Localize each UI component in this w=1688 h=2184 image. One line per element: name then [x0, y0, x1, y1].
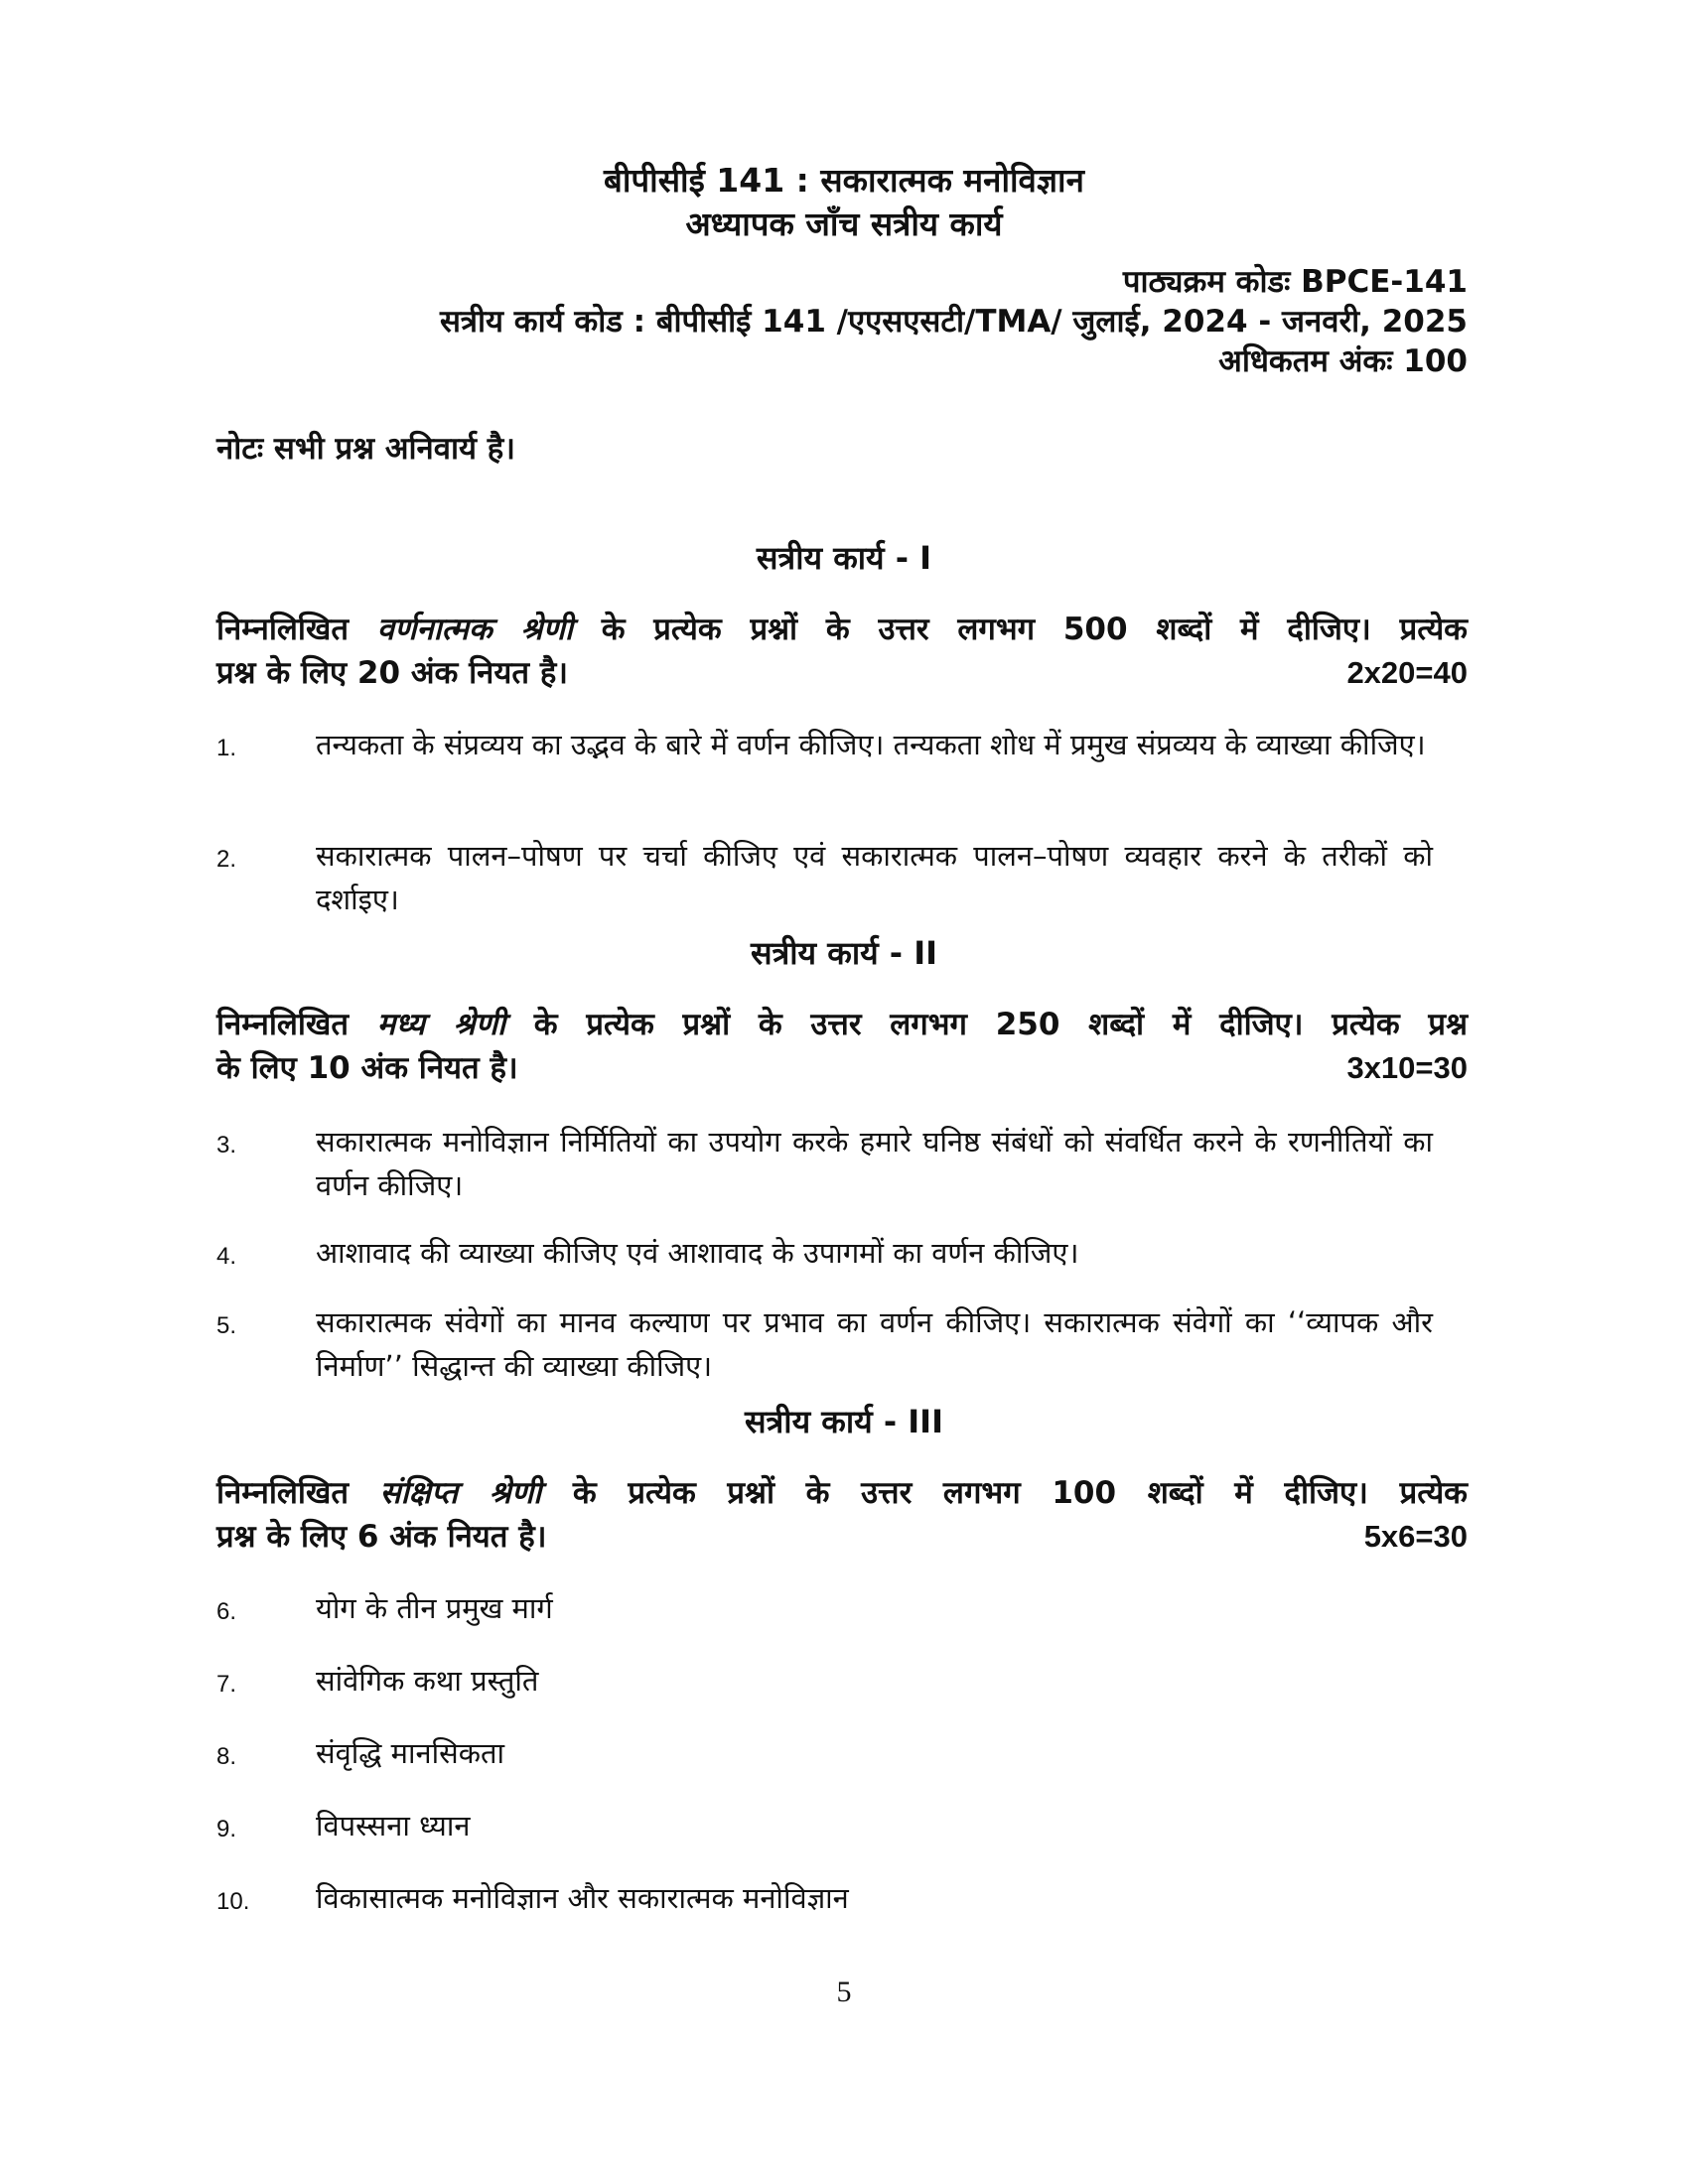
question-text: विपस्सना ध्यान — [316, 1809, 471, 1843]
question-number: 4. — [216, 1243, 237, 1270]
question-item — [216, 1659, 1433, 1703]
question-text: सकारात्मक मनोविज्ञान निर्मितियों का उपयोग करके हमारे घनिष्ठ संबंधों को संवर्धित करने के रणनीतियों का वर्णन कीजिए। — [316, 1125, 1433, 1202]
section-heading-1: सत्रीय कार्य - I — [756, 539, 932, 577]
instr-line2: प्रश्न के लिए 6 अंक नियत है। — [216, 1519, 547, 1555]
instr-pre: निम्नलिखित — [216, 1475, 380, 1511]
question-text: सकारात्मक पालन–पोषण पर चर्चा कीजिए एवं सकारात्मक पालन–पोषण व्यवहार करने के तरीकों को दर्शाइए। — [316, 839, 1433, 916]
question-text: सकारात्मक संवेगों का मानव कल्याण पर प्रभाव का वर्णन कीजिए। सकारात्मक संवेगों का ‘‘व्यापक और निर्माण’’ सिद्धान्त की व्याख्या कीजिए। — [316, 1305, 1433, 1383]
note: नोटः सभी प्रश्न अनिवार्य है। — [216, 431, 515, 467]
question-item — [216, 1804, 1433, 1847]
section-instructions-3 — [216, 1471, 1468, 1559]
section-instructions-1 — [216, 608, 1468, 695]
instr-line2: के लिए 10 अंक नियत है। — [216, 1050, 518, 1086]
instr-post: के प्रत्येक प्रश्नों के उत्तर लगभग 250 शब्दों में दीजिए। प्रत्येक प्रश्न — [505, 1007, 1468, 1042]
section-marks: 3x10=30 — [1346, 1050, 1468, 1085]
question-item — [216, 1876, 1433, 1920]
question-number: 8. — [216, 1743, 237, 1770]
question-item — [216, 1586, 1433, 1630]
question-number: 9. — [216, 1816, 237, 1843]
page-number: 5 — [836, 1976, 852, 2008]
section-instructions-2 — [216, 1003, 1468, 1090]
question-item — [216, 834, 1433, 921]
section-marks: 5x6=30 — [1363, 1519, 1468, 1554]
instr-category: मध्य श्रेणी — [376, 1007, 506, 1042]
question-item — [216, 1731, 1433, 1775]
document-title: बीपीसीई 141 : सकारात्मक मनोविज्ञान — [604, 161, 1084, 200]
question-item — [216, 1120, 1433, 1207]
section-heading-3: सत्रीय कार्य - III — [745, 1403, 943, 1440]
question-item — [216, 1300, 1433, 1388]
instr-post: के प्रत्येक प्रश्नों के उत्तर लगभग 500 शब्दों में दीजिए। प्रत्येक — [572, 612, 1468, 647]
question-text: सांवेगिक कथा प्रस्तुति — [316, 1664, 539, 1698]
question-number: 6. — [216, 1598, 237, 1625]
instr-pre: निम्नलिखित — [216, 1007, 377, 1042]
question-text: आशावाद की व्याख्या कीजिए एवं आशावाद के उपागमों का वर्णन कीजिए। — [316, 1236, 1079, 1270]
question-text: विकासात्मक मनोविज्ञान और सकारात्मक मनोविज्ञान — [316, 1881, 849, 1915]
section-marks: 2x20=40 — [1346, 655, 1468, 690]
assignment-code: सत्रीय कार्य कोड : बीपीसीई 141 /एएसएसटी/TMA/ जुलाई, 2024 - जनवरी, 2025 — [439, 304, 1468, 340]
document-subtitle: अध्यापक जाँच सत्रीय कार्य — [685, 205, 1003, 243]
course-code: पाठ्यक्रम कोडः BPCE-141 — [1122, 264, 1468, 300]
question-number: 5. — [216, 1312, 237, 1339]
question-number: 1. — [216, 735, 237, 761]
section-heading-2: सत्रीय कार्य - II — [750, 934, 938, 972]
instr-pre: निम्नलिखित — [216, 612, 377, 647]
question-text: योग के तीन प्रमुख मार्ग — [316, 1591, 553, 1625]
question-text: संवृद्धि मानसिकता — [316, 1736, 505, 1770]
instr-category: संक्षिप्त श्रेणी — [379, 1475, 542, 1511]
instr-line2: प्रश्न के लिए 20 अंक नियत है। — [216, 655, 569, 691]
question-number: 2. — [216, 846, 237, 873]
instr-post: के प्रत्येक प्रश्नों के उत्तर लगभग 100 शब्दों में दीजिए। प्रत्येक — [541, 1475, 1468, 1511]
question-item — [216, 1231, 1433, 1275]
question-item — [216, 723, 1433, 766]
question-number: 3. — [216, 1132, 237, 1159]
instr-category: वर्णनात्मक श्रेणी — [376, 612, 573, 647]
question-number: 10. — [216, 1888, 250, 1915]
question-number: 7. — [216, 1671, 237, 1698]
question-text: तन्यकता के संप्रव्यय का उद्भव के बारे में वर्णन कीजिए। तन्यकता शोध में प्रमुख संप्रव्यय के व्याख्या कीजिए। — [316, 728, 1426, 761]
max-marks: अधिकतम अंकः 100 — [1218, 343, 1468, 379]
